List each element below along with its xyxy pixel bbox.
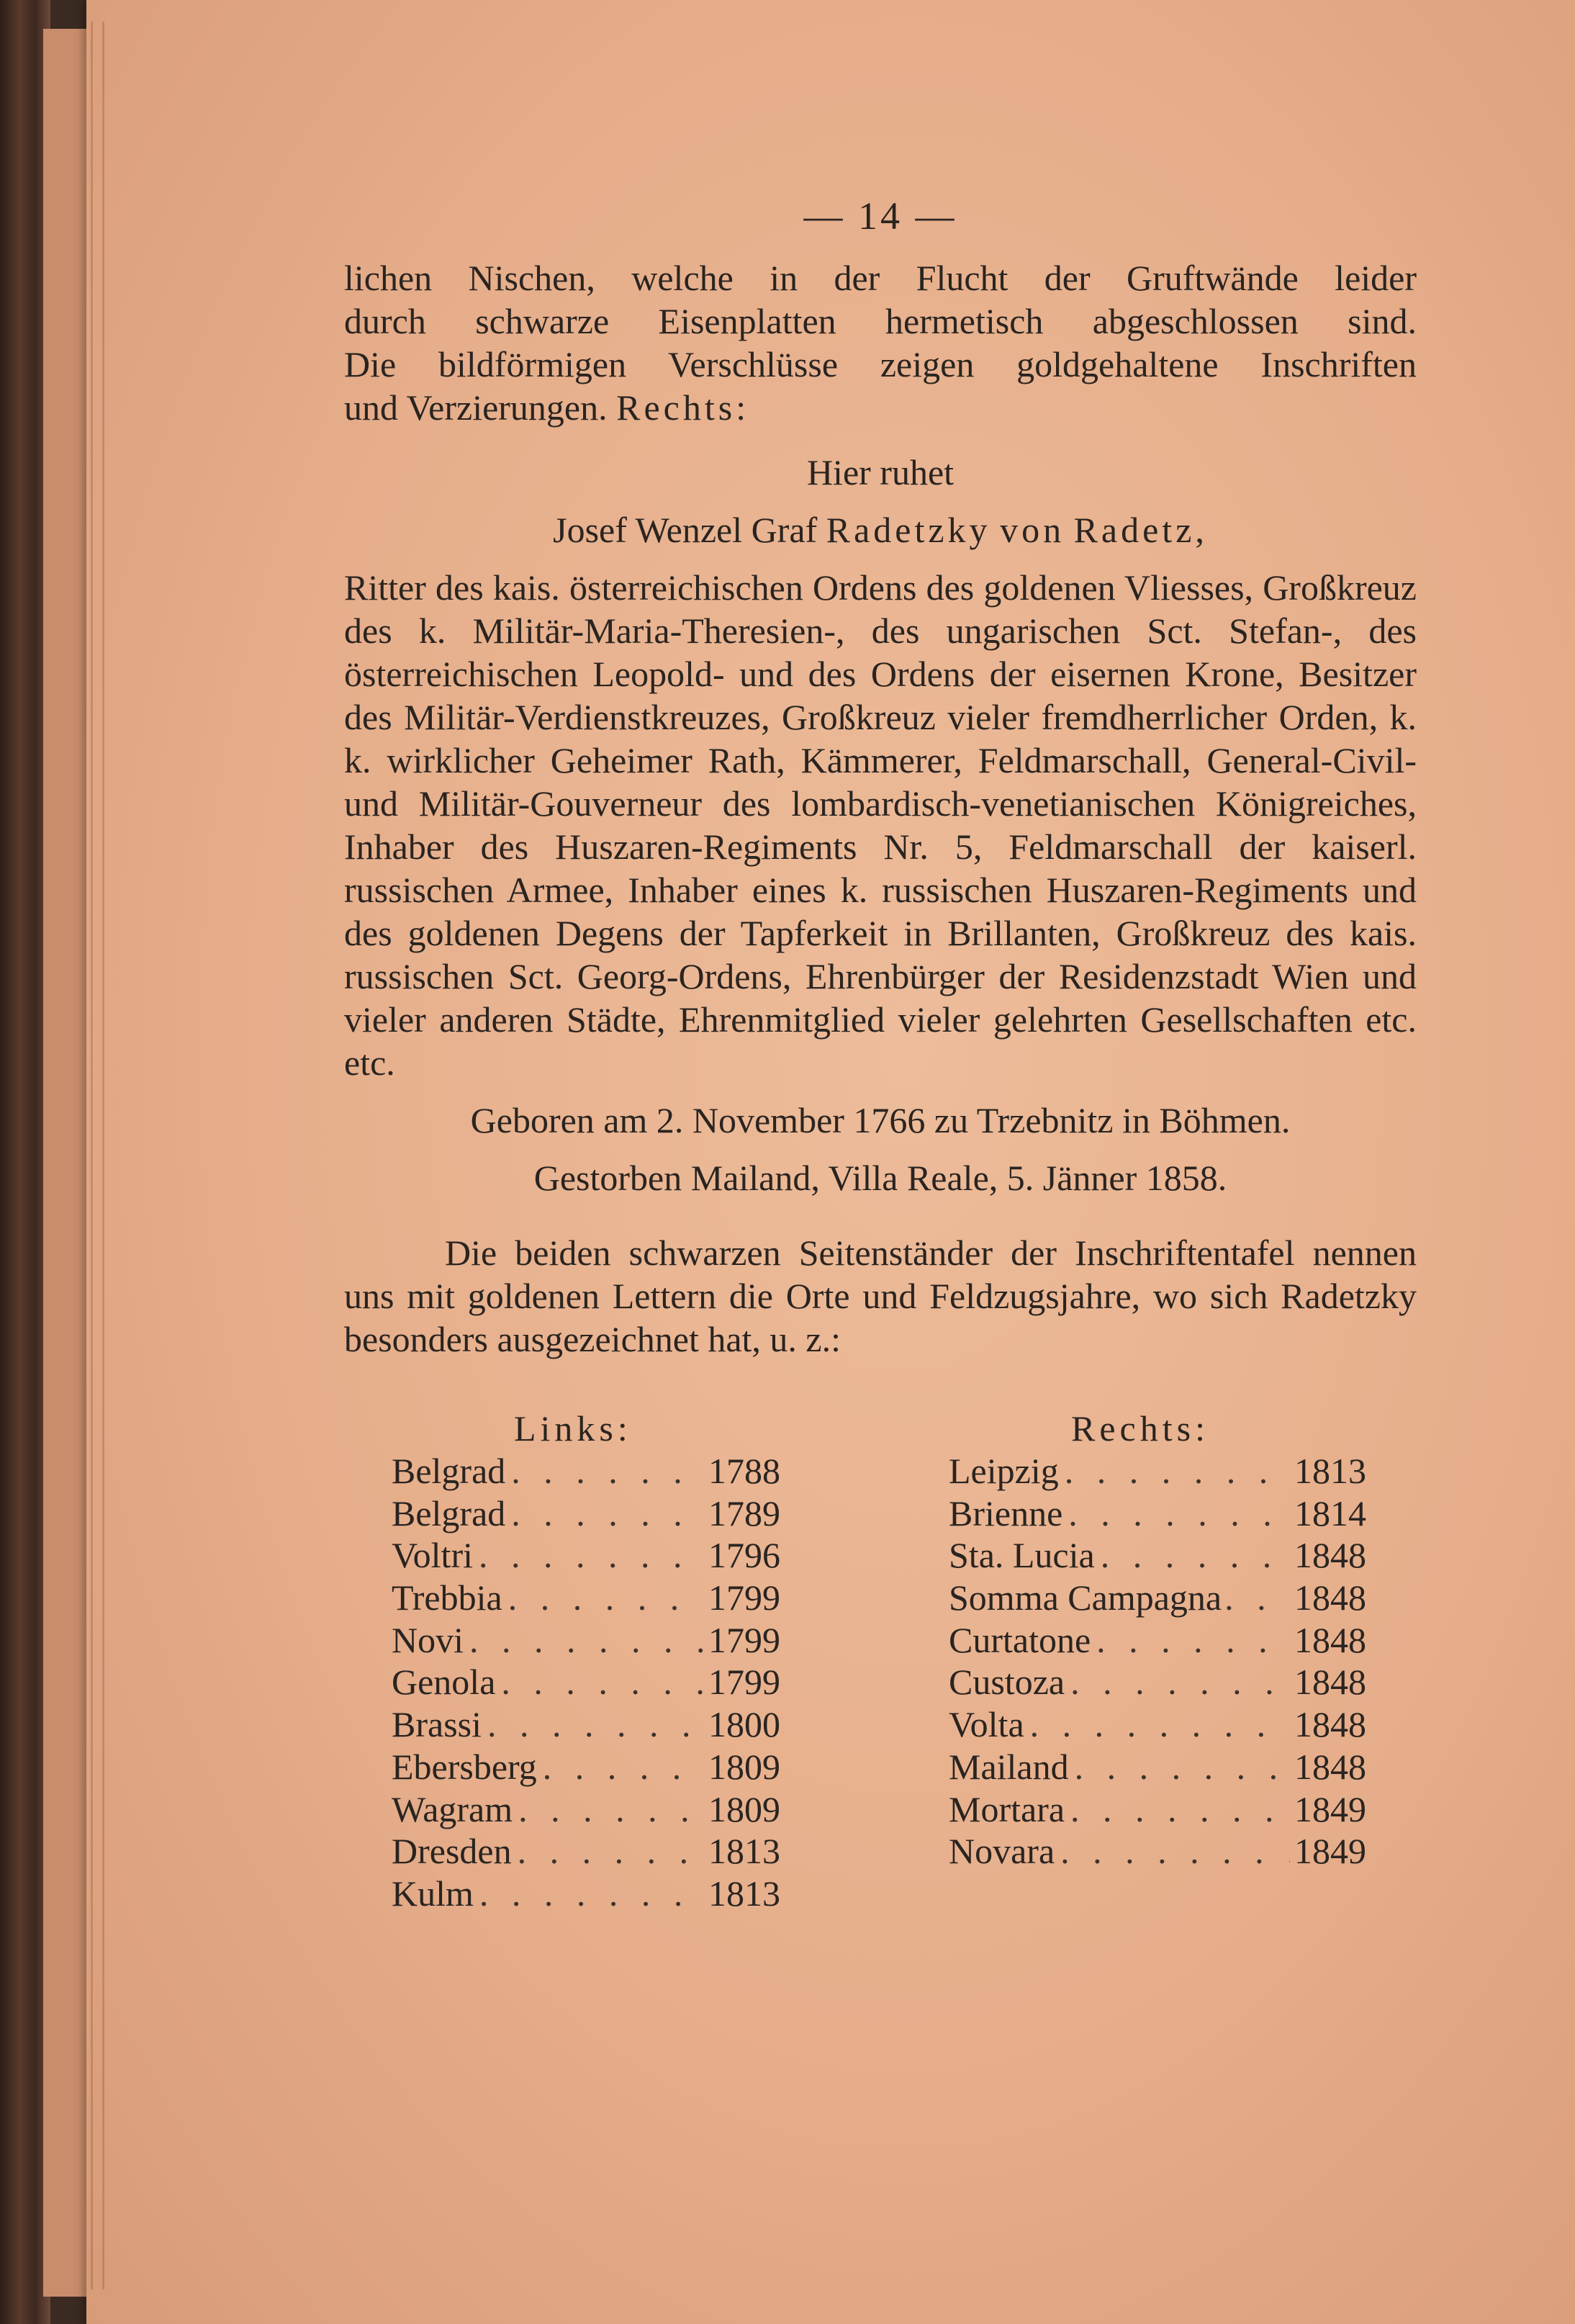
list-item: [392, 1661, 795, 1703]
place-name: Brienne: [949, 1492, 1063, 1533]
name-radetz: Radetz,: [1073, 510, 1208, 550]
list-item: [949, 1577, 1381, 1619]
place-name: Wagram: [392, 1788, 513, 1829]
year: 1796: [708, 1535, 780, 1576]
leader-dots: [1091, 1619, 1290, 1662]
place-name: Mailand: [949, 1746, 1069, 1787]
leader-dots: [505, 1450, 704, 1492]
year: 1848: [1294, 1746, 1366, 1787]
place-name: Voltri: [392, 1535, 473, 1576]
rechts-column: [949, 1407, 1381, 1873]
name-prefix: Josef Wenzel Graf: [553, 510, 818, 550]
place-name: Novi: [392, 1619, 464, 1660]
year: 1848: [1294, 1577, 1366, 1618]
place-name: Sta. Lucia: [949, 1535, 1095, 1576]
list-item: [392, 1619, 795, 1662]
list-item: [392, 1450, 795, 1492]
list-item: [949, 1661, 1381, 1703]
place-name: Somma Campagna: [949, 1577, 1222, 1618]
place-name: Ebersberg: [392, 1746, 537, 1787]
page-number: — 14 —: [803, 194, 957, 238]
leader-dots: [464, 1619, 704, 1662]
year: 1799: [708, 1619, 780, 1660]
leader-dots: [1065, 1788, 1290, 1831]
year: 1814: [1294, 1492, 1366, 1533]
leader-dots: [1095, 1534, 1290, 1577]
page-edge-line: [91, 22, 93, 2289]
list-item: [392, 1746, 795, 1788]
list-item: [392, 1830, 795, 1873]
intro-line: durch schwarze Eisenplatten hermetisch abgeschlossen sind.: [344, 301, 1417, 341]
rechts-heading: Rechts:: [1071, 1408, 1209, 1449]
leader-dots: [505, 1492, 704, 1535]
leader-dots: [1222, 1577, 1290, 1619]
list-item: [949, 1788, 1381, 1831]
year: 1813: [1294, 1451, 1366, 1491]
leader-dots: [495, 1661, 704, 1703]
place-name: Mortara: [949, 1788, 1065, 1829]
page-edge-line: [102, 22, 104, 2289]
list-item: [949, 1703, 1381, 1746]
leader-dots: [1059, 1450, 1290, 1492]
year: 1848: [1294, 1535, 1366, 1576]
year: 1789: [708, 1492, 780, 1533]
intro-paragraph: [344, 256, 1417, 429]
name-radetzky: Radetzky: [826, 510, 991, 550]
year: 1848: [1294, 1662, 1366, 1703]
leader-dots: [512, 1830, 704, 1873]
intro-last-line: [344, 386, 1417, 429]
leader-dots: [1062, 1492, 1290, 1535]
place-name: Belgrad: [392, 1451, 506, 1491]
place-name: Volta: [949, 1704, 1024, 1745]
list-item: [949, 1492, 1381, 1535]
links-column: [392, 1407, 795, 1915]
list-item: [392, 1703, 795, 1746]
leader-dots: [482, 1703, 704, 1746]
place-name: Dresden: [392, 1831, 512, 1872]
outro-paragraph: Die beiden schwarzen Seitenständer der Inschriftentafel nennen uns mit goldenen Lettern die Orte und Feldzugsjahre, wo sich Radetzky besonders ausgezeichnet hat, u. z.:: [344, 1233, 1417, 1359]
list-item: [392, 1534, 795, 1577]
year: 1849: [1294, 1831, 1366, 1872]
place-name: Brassi: [392, 1704, 482, 1745]
list-item: [392, 1492, 795, 1535]
campaign-lists: [344, 1407, 1417, 1914]
place-name: Custoza: [949, 1662, 1065, 1703]
intro-line: lichen Nischen, welche in der Flucht der Gruftwände leider: [344, 258, 1417, 298]
year: 1799: [708, 1577, 780, 1618]
year: 1849: [1294, 1788, 1366, 1829]
leader-dots: [502, 1577, 704, 1619]
rechts-label: Rechts:: [616, 387, 750, 428]
inscription-body: Ritter des kais. österreichischen Ordens des goldenen Vliesses, Großkreuz des k. Militär-Maria-Theresien-, des ungarischen Sct. Stefan-, des österreichischen Leopold- und des Ordens der eisernen Krone, Besitzer des Militär-Verdienstkreuzes, Großkreuz vieler fremdherrlicher Orden, k. k. wirklicher Geheimer Rath, Kämmerer, Feldmarschall, General-Civil- und Militär-Gouverneur des lombardisch-venetianischen Königreiches, Inhaber des Huszaren-Regiments Nr. 5, Feldmarschall der kaiserl. russischen Armee, Inhaber eines k. russischen Huszaren-Regiments und des goldenen Degens der Tapferkeit in Brillanten, Großkreuz des kais. russischen Sct. Georg-Ordens, Ehrenbürger der Residenzstadt Wien und vieler anderen Städte, Ehrenmitglied vieler gelehrten Gesellschaften etc. etc.: [344, 567, 1417, 1083]
born-line: Geboren am 2. November 1766 zu Trzebnitz in Böhmen.: [470, 1100, 1291, 1140]
leader-dots: [1069, 1746, 1290, 1788]
list-item: [949, 1830, 1381, 1873]
year: 1799: [708, 1662, 780, 1703]
name-von: von: [1000, 510, 1065, 550]
list-item: [949, 1450, 1381, 1492]
died-line: Gestorben Mailand, Villa Reale, 5. Jänner 1858.: [533, 1158, 1227, 1198]
place-name: Genola: [392, 1662, 496, 1703]
inscription-heading: Hier ruhet: [806, 452, 955, 492]
links-heading: Links:: [514, 1408, 632, 1449]
year: 1788: [708, 1451, 780, 1491]
place-name: Curtatone: [949, 1619, 1091, 1660]
list-item: [949, 1746, 1381, 1788]
year: 1800: [708, 1704, 780, 1745]
list-item: [392, 1873, 795, 1915]
leader-dots: [513, 1788, 704, 1831]
place-name: Leipzig: [949, 1451, 1059, 1491]
place-name: Trebbia: [392, 1577, 502, 1618]
intro-text: und Verzierungen.: [344, 387, 608, 428]
year: 1848: [1294, 1619, 1366, 1660]
intro-line: Die bildförmigen Verschlüsse zeigen goldgehaltene Inschriften: [344, 344, 1417, 384]
year: 1813: [708, 1831, 780, 1872]
page-content: [344, 194, 1417, 1914]
place-name: Novara: [949, 1831, 1055, 1872]
leader-dots: [473, 1534, 704, 1577]
leader-dots: [537, 1746, 704, 1788]
leader-dots: [474, 1873, 704, 1915]
leader-dots: [1024, 1703, 1290, 1746]
year: 1848: [1294, 1704, 1366, 1745]
year: 1809: [708, 1788, 780, 1829]
leader-dots: [1055, 1830, 1290, 1873]
list-item: [392, 1788, 795, 1831]
list-item: [392, 1577, 795, 1619]
place-name: Belgrad: [392, 1492, 506, 1533]
list-item: [949, 1534, 1381, 1577]
year: 1809: [708, 1746, 780, 1787]
place-name: Kulm: [392, 1873, 474, 1914]
leader-dots: [1065, 1661, 1290, 1703]
inscription-name: [344, 508, 1417, 551]
year: 1813: [708, 1873, 780, 1914]
list-item: [949, 1619, 1381, 1662]
